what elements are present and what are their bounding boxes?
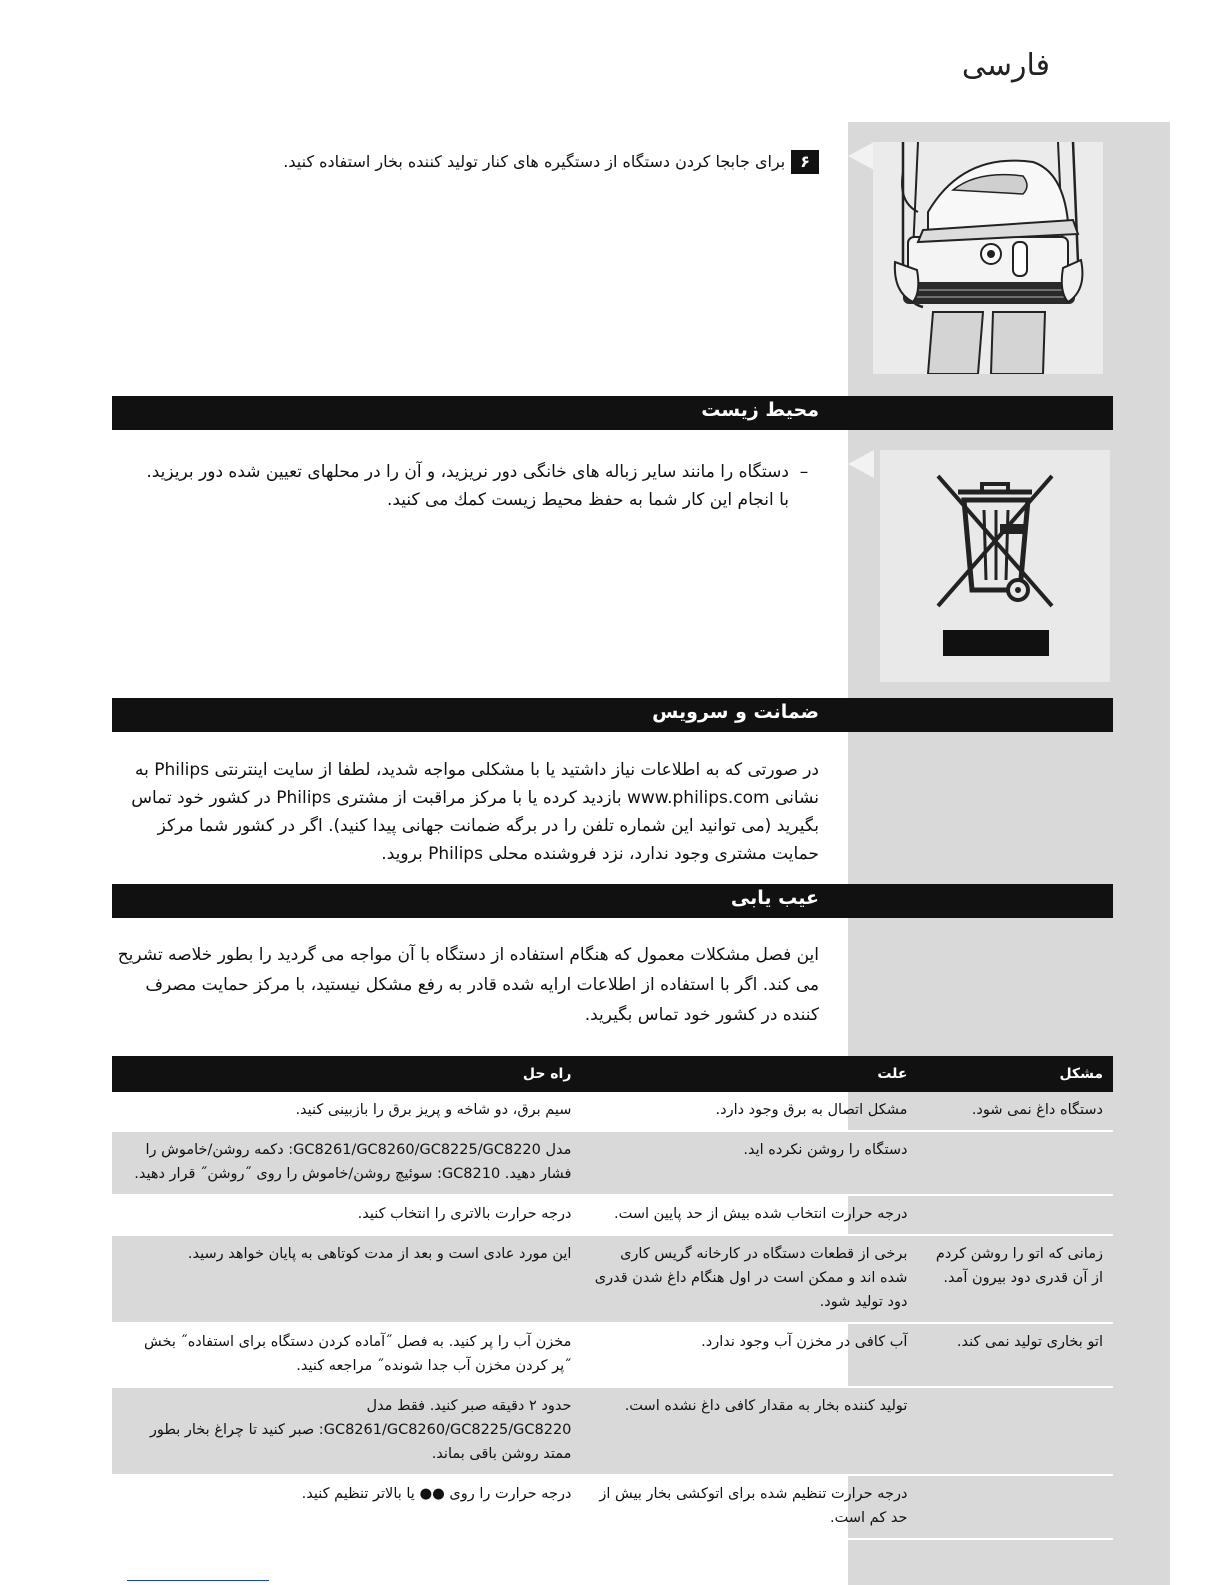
footer-underline [127,1580,269,1581]
carry-iron-illustration [873,142,1103,374]
column-header-problem: مشکل [917,1056,1113,1092]
environment-line-1: دستگاه را مانند سایر زباله های خانگی دور نریزید، و آن را در محلهای تعیین شده دور بریزید. [146,462,789,482]
solution-cell: مخزن آب را پر کنید. به فصل ˝آماده کردن دستگاه برای استفاده˝ بخش ˝پر کردن مخزن آب جدا شونده˝ مراجعه کنید. [143,1334,572,1374]
cause-cell: تولید کننده بخار به مقدار کافی داغ نشده است. [581,1387,917,1475]
troubleshooting-table [112,1056,1113,1540]
cause-cell: آب کافی در مخزن آب وجود ندارد. [701,1334,908,1350]
table-row [112,1235,1113,1323]
problem-cell: دستگاه داغ نمی شود. [971,1102,1103,1118]
table-row [112,1323,1113,1387]
solution-cell: حدود ۲ دقیقه صبر کنید. فقط مدل GC8261/GC8260/GC8225/GC8220: صبر کنید تا چراغ بخار بطور ممتد روشن باقی بماند. [112,1387,581,1475]
language-title: فارسی [961,48,1050,83]
table-row [112,1195,1113,1235]
table-row [112,1387,1113,1475]
cause-cell: دستگاه را روشن نکرده اید. [581,1131,917,1195]
step-6-instruction [119,148,819,176]
cause-cell: برخی از قطعات دستگاه در کارخانه گریس کاری شده اند و ممکن است در اول هنگام داغ شدن قدری دود تولید شود. [581,1235,917,1323]
crossed-out-bin-illustration [880,450,1110,682]
column-header-solution: راه حل [112,1056,581,1092]
figure-pointer [848,142,874,170]
problem-cell: زمانی که اتو را روشن کردم از آن قدری دود بیرون آمد. [917,1235,1113,1323]
troubleshooting-intro: این فصل مشکلات معمول که هنگام استفاده از دستگاه با آن مواجه می گردید را بطور خلاصه تشریح می كند. اگر با استفاده از اطلاعات ارایه شده قادر به رفع مشكل نیستید، با مركز حمایت مصرف كننده در كشور خود تماس بگیرید. [117,945,819,1025]
solution-cell: مدل GC8261/GC8260/GC8225/GC8220: دکمه روشن/خاموش را فشار دهید. GC8210: سوئیچ روشن/خاموش را روی ˝روشن˝ قرار دهید. [112,1131,581,1195]
solution-cell: سیم برق، دو شاخه و پریز برق را بازبینی کنید. [295,1102,572,1118]
problem-cell [917,1387,1113,1475]
environment-heading: محیط زیست [701,399,819,421]
environment-text [109,458,819,514]
table-row [112,1092,1113,1131]
problem-cell [917,1475,1113,1539]
guarantee-heading: ضمانت و سرویس [652,701,819,723]
table-row [112,1131,1113,1195]
table-row [112,1475,1113,1539]
guarantee-paragraph: در صورتی که به اطلاعات نیاز داشتید یا با مشکلی مواجه شدید، لطفا از سایت اینترنتی Philips به نشانی www.philips.com بازدید کرده یا با مرکز مراقبت از مشتری Philips در کشور خود تماس بگیرید (می توانید این شماره تلفن را در برگه ضمانت جهانی پیدا کنید). اگر در کشور شما مرکز حمایت مشتری وجود ندارد، نزد فروشنده محلی Philips بروید. [131,760,819,864]
column-header-cause: علت [581,1056,917,1092]
solution-cell: درجه حرارت را روی ●● یا بالاتر تنظیم کنید. [301,1486,572,1502]
bullet-dash: – [799,462,809,482]
solution-cell: این مورد عادی است و بعد از مدت کوتاهی به پایان خواهد رسید. [112,1235,581,1323]
problem-cell [917,1131,1113,1195]
solution-cell: درجه حرارت بالاتری را انتخاب کنید. [357,1206,572,1222]
cause-cell: درجه حرارت تنظیم شده برای اتوکشی بخار بیش از حد کم است. [599,1486,908,1526]
cause-cell: درجه حرارت انتخاب شده بیش از حد پایین است. [614,1206,908,1222]
step-6-text: برای جابجا کردن دستگاه از دستگیره های کنار تولید کننده بخار استفاده کنید. [283,152,786,171]
table-header-row [112,1056,1113,1092]
step-number-badge: ۶ [791,150,819,174]
section-header-guarantee [112,698,1113,732]
section-header-environment [112,396,1113,430]
environment-line-2: با انجام این کار شما به حفظ محیط زیست كمك می كنید. [386,490,789,510]
troubleshooting-heading: عیب یابی [730,887,819,909]
environment-bullet-line-1 [109,458,819,486]
figure-pointer [848,450,874,478]
cause-cell: مشکل اتصال به برق وجود دارد. [715,1102,908,1118]
section-header-troubleshooting [112,884,1113,918]
problem-cell [917,1195,1113,1235]
problem-cell: اتو بخاری تولید نمی کند. [956,1334,1103,1350]
